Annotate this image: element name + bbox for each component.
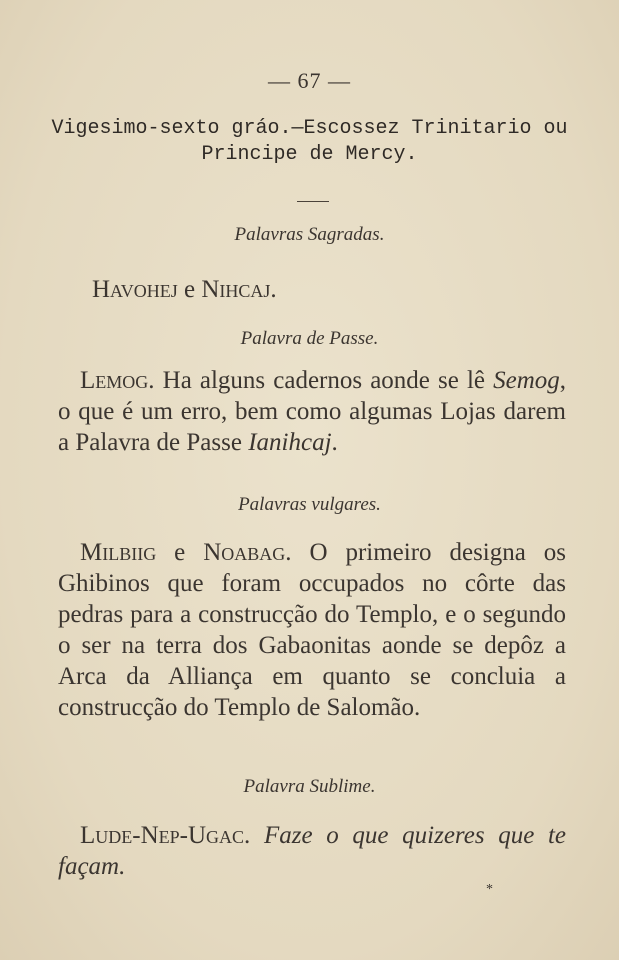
sacred-word-1: Havohej xyxy=(92,276,178,303)
heading-line-1: Vigesimo-sexto gráo.—Escossez Trinitario ou xyxy=(51,117,568,140)
heading-line-2: Principe de Mercy. xyxy=(201,143,418,166)
sacred-words-line: Havohej e Nihcaj. xyxy=(92,276,277,303)
sacred-word-2: Nihcaj xyxy=(201,276,271,303)
common-word-1: Milbiig xyxy=(80,539,157,566)
subheading-sacred-words: Palavras Sagradas. xyxy=(234,224,385,245)
sublime-word-paragraph: Lude-Nep-Ugac. Faze o que quizeres que te façam. xyxy=(58,822,567,880)
subheading-common-words: Palavras vulgares. xyxy=(238,494,381,515)
divider-rule xyxy=(297,201,329,202)
subheading-sublime-word: Palavra Sublime. xyxy=(243,776,376,797)
common-words-paragraph: Milbiig e Noabag. O primeiro designa os Ghibinos que foram occupados no côrte das pedras para a construcção do Templo, e o segundo o ser na terra dos Gabaonitas aonde se depôz a Arca da Alliança em quanto se concluia a construcção do Templo de Salomão. xyxy=(58,539,566,721)
page-number: — 67 — xyxy=(268,68,351,93)
subheading-pass-word: Palavra de Passe. xyxy=(240,328,379,349)
chapter-heading xyxy=(0,116,619,168)
footer-asterisk: * xyxy=(486,882,493,897)
sublime-word-term: Lude-Nep-Ugac xyxy=(80,822,245,849)
common-word-2: Noabag xyxy=(203,539,286,566)
sacred-words-conj: e xyxy=(177,276,202,303)
pass-word-term: Lemog xyxy=(80,367,149,394)
pass-word-paragraph: Lemog. Ha alguns cadernos aonde se lê Semog, o que é um erro, bem como algumas Lojas darem a Palavra de Passe Ianihcaj. xyxy=(58,367,566,456)
